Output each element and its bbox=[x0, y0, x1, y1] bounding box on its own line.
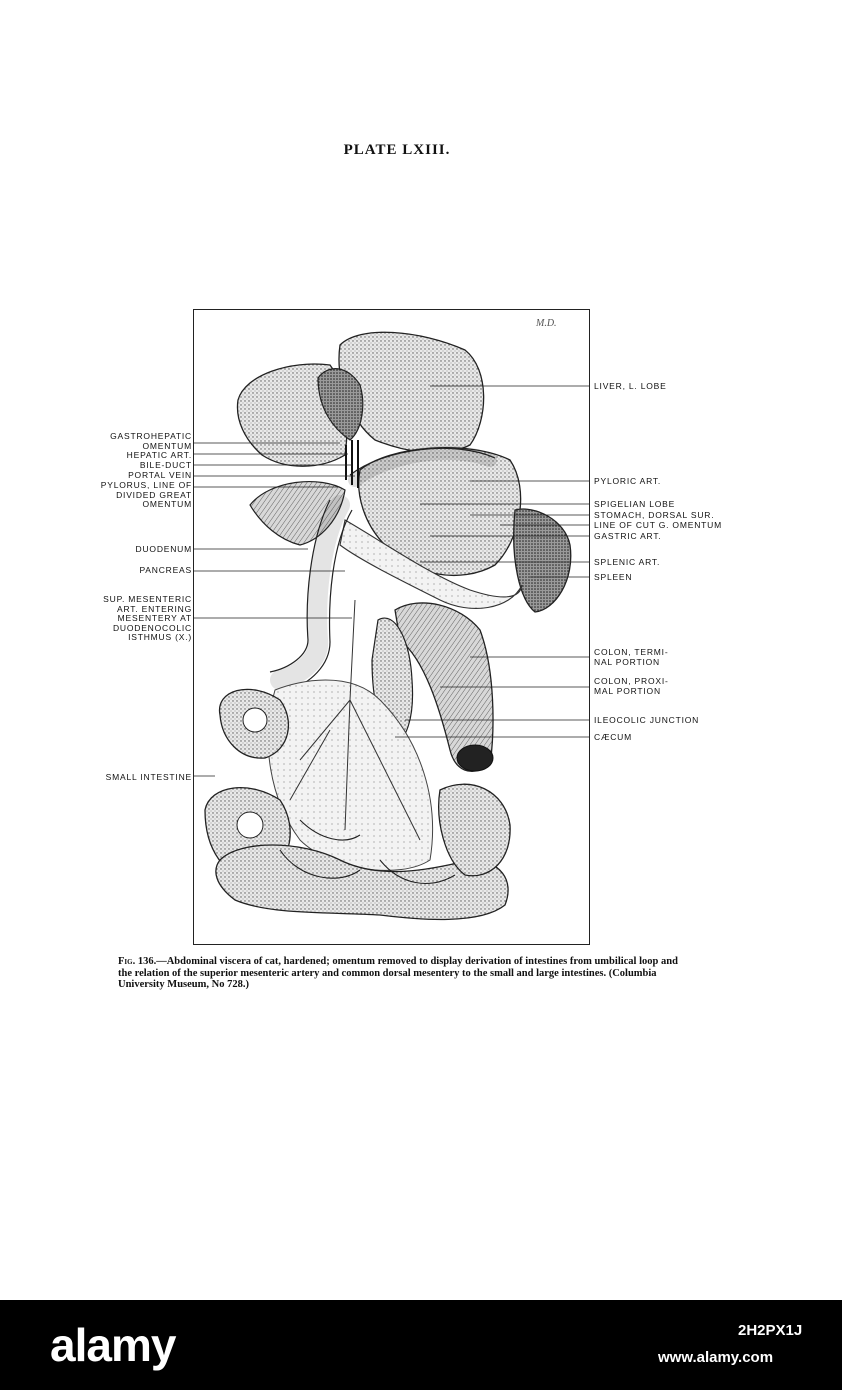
label-bile-duct: BILE-DUCT bbox=[139, 460, 192, 470]
label-pyloric-art: PYLORIC ART. bbox=[594, 476, 662, 486]
label-hepatic-art: HEPATIC ART. bbox=[126, 450, 192, 460]
label-sup-mesenteric-art: SUP. MESENTERIC ART. ENTERING MESENTERY AT DUODENOCOLIC ISTHMUS (X.) bbox=[103, 594, 192, 642]
colon-end bbox=[457, 745, 493, 771]
intestine-lumen-1 bbox=[243, 708, 267, 732]
label-splenic-art: SPLENIC ART. bbox=[594, 557, 661, 567]
label-liver-l-lobe: LIVER, L. LOBE bbox=[594, 381, 667, 391]
intestine-lumen-2 bbox=[237, 812, 263, 838]
label-pylorus: PYLORUS, LINE OF DIVIDED GREAT OMENTUM bbox=[100, 480, 192, 509]
label-stomach-dorsal-sur: STOMACH, DORSAL SUR. bbox=[594, 510, 715, 520]
label-caecum: CÆCUM bbox=[594, 732, 632, 742]
label-pancreas: PANCREAS bbox=[139, 565, 192, 575]
artist-initials: M.D. bbox=[536, 318, 557, 329]
label-colon-terminal-portion: COLON, TERMI- NAL PORTION bbox=[594, 647, 669, 667]
figure-number: Fig. 136. bbox=[118, 956, 157, 967]
label-spigelian-lobe: SPIGELIAN LOBE bbox=[594, 499, 676, 509]
label-line-of-cut-g-omentum: LINE OF CUT G. OMENTUM bbox=[594, 520, 722, 530]
label-portal-vein: PORTAL VEIN bbox=[128, 470, 192, 480]
label-colon-proximal-portion: COLON, PROXI- MAL PORTION bbox=[594, 676, 669, 696]
label-ileocolic-junction: ILEOCOLIC JUNCTION bbox=[594, 715, 700, 725]
image-id: 2H2PX1J bbox=[738, 1322, 803, 1339]
plate-title: PLATE LXIII. bbox=[343, 142, 451, 158]
alamy-logo: alamy bbox=[50, 1319, 176, 1371]
label-small-intestine: SMALL INTESTINE bbox=[105, 772, 192, 782]
label-duodenum: DUODENUM bbox=[135, 544, 192, 554]
small-intestine-right-coil bbox=[439, 784, 510, 876]
site-url: www.alamy.com bbox=[658, 1349, 774, 1366]
label-spleen: SPLEEN bbox=[594, 572, 633, 582]
label-gastrohepatic-omentum: GASTROHEPATIC OMENTUM bbox=[110, 431, 192, 451]
caption-text: —Abdominal viscera of cat, hardened; omentum removed to display derivation of intestines from umbilical loop and the relation of the superior mesenteric artery and common dorsal mesentery to the small and large intestines. (Columbia University Museum, No 728.) bbox=[118, 956, 678, 990]
spleen-shape bbox=[514, 509, 571, 612]
figure-caption bbox=[118, 956, 678, 991]
label-gastric-art: GASTRIC ART. bbox=[594, 531, 662, 541]
